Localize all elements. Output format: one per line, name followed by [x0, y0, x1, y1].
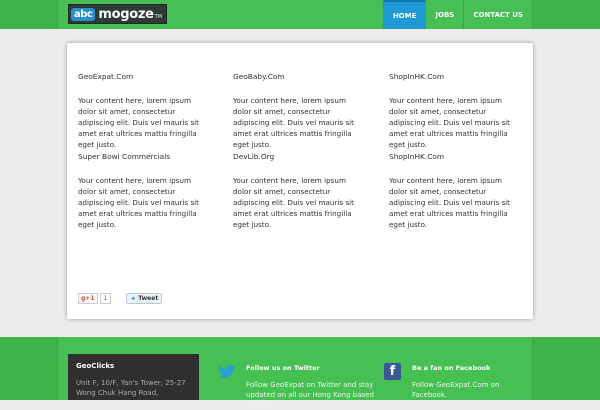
google-plus-widget — [78, 293, 111, 304]
site-logo[interactable] — [68, 4, 167, 24]
nav-jobs[interactable]: JOBS — [425, 0, 463, 29]
header-bar — [0, 0, 600, 29]
company-name: GeoClicks — [76, 362, 115, 370]
nav-contact-us[interactable]: CONTACT US — [463, 0, 532, 29]
company-address: Unit F, 10/F, Yan's Tower, 25-27 Wong Chuk Hang Road, — [76, 379, 186, 397]
site-item — [78, 152, 208, 230]
google-plus-button[interactable]: g+1 — [78, 293, 98, 304]
footer-container — [57, 337, 533, 409]
site-item — [233, 72, 363, 150]
twitter-column — [246, 364, 376, 410]
share-bar — [78, 293, 162, 304]
content-card — [67, 43, 533, 319]
footer-company-box — [68, 354, 199, 400]
site-title[interactable]: GeoBaby.Com — [233, 72, 285, 81]
header-container — [57, 0, 533, 29]
site-title[interactable]: DevLib.Org — [233, 152, 275, 161]
site-item — [389, 72, 519, 150]
twitter-text: Follow GeoExpat on Twitter and stay updated on all our Hong Kong based websites. — [246, 381, 374, 409]
nav-home[interactable]: HOME — [383, 0, 426, 29]
site-item — [233, 152, 363, 230]
site-description: Your content here, lorem ipsum dolor sit amet, consectetur adipiscing elit. Duis vel mauris sit amet erat ultrices mattis fringilla eget justo. — [78, 176, 199, 229]
logo-trademark: TM — [154, 14, 163, 20]
site-description: Your content here, lorem ipsum dolor sit amet, consectetur adipiscing elit. Duis vel mauris sit amet erat ultrices mattis fringilla eget justo. — [78, 96, 199, 149]
twitter-icon[interactable] — [218, 364, 236, 384]
site-item — [389, 152, 519, 230]
twitter-bird-icon: ✦ — [130, 294, 137, 303]
site-description: Your content here, lorem ipsum dolor sit amet, consectetur adipiscing elit. Duis vel mauris sit amet erat ultrices mattis fringilla eget justo. — [389, 96, 510, 149]
site-description: Your content here, lorem ipsum dolor sit amet, consectetur adipiscing elit. Duis vel mauris sit amet erat ultrices mattis fringilla eget justo. — [233, 96, 354, 149]
site-title[interactable]: ShopInHK.Com — [389, 72, 445, 81]
site-description: Your content here, lorem ipsum dolor sit amet, consectetur adipiscing elit. Duis vel mauris sit amet erat ultrices mattis fringilla eget justo. — [233, 176, 354, 229]
footer — [0, 337, 600, 409]
site-title[interactable]: GeoExpat.Com — [78, 72, 134, 81]
facebook-column — [412, 364, 532, 400]
facebook-icon[interactable]: f — [384, 363, 401, 380]
twitter-heading[interactable]: Follow us on Twitter — [246, 364, 320, 372]
tweet-label: Tweet — [138, 295, 159, 302]
logo-text: mogoze — [98, 6, 154, 22]
tweet-button[interactable] — [126, 293, 162, 304]
site-title[interactable]: ShopInHK.Com — [389, 152, 445, 161]
main-nav — [383, 0, 532, 29]
facebook-heading[interactable]: Be a fan on Facebook — [412, 364, 491, 372]
google-plus-count: 1 — [100, 293, 112, 304]
facebook-text: Follow GeoExpat.Com on Facebook. — [412, 381, 500, 399]
site-title[interactable]: Super Bowl Commercials — [78, 152, 171, 161]
site-item — [78, 72, 208, 150]
logo-mark: abc — [71, 8, 95, 21]
site-description: Your content here, lorem ipsum dolor sit amet, consectetur adipiscing elit. Duis vel mauris sit amet erat ultrices mattis fringilla eget justo. — [389, 176, 510, 229]
